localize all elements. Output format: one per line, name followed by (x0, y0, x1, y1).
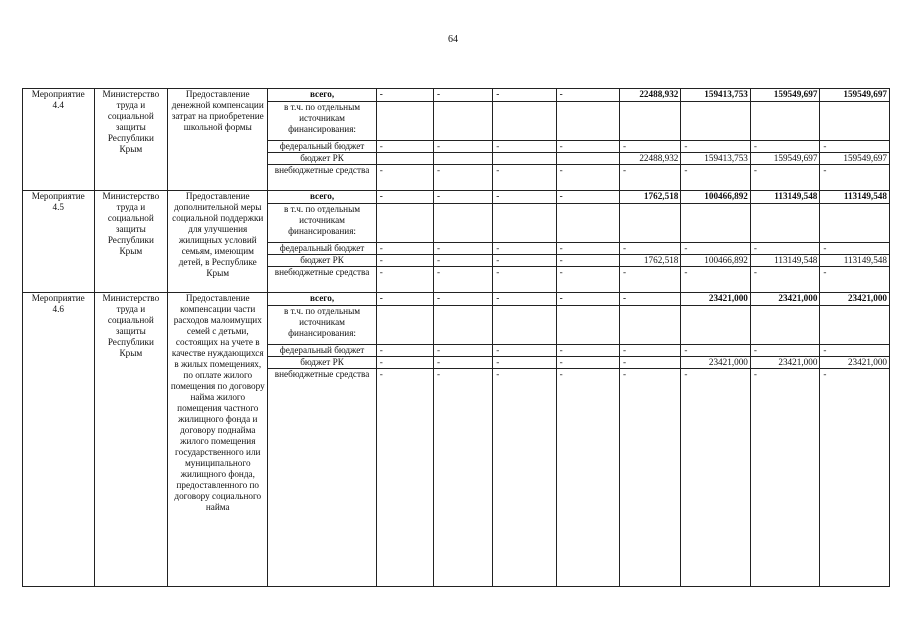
value-cell (750, 102, 820, 141)
value-cell: - (820, 345, 890, 357)
value-cell: - (433, 345, 492, 357)
value-cell (493, 153, 556, 165)
value-cell: - (620, 141, 681, 153)
value-cell: - (493, 165, 556, 191)
value-cell: - (620, 345, 681, 357)
value-cell: - (493, 255, 556, 267)
value-cell: - (620, 165, 681, 191)
value-cell: - (556, 369, 619, 587)
value-cell: - (820, 243, 890, 255)
value-cell (820, 102, 890, 141)
page-number: 64 (448, 34, 458, 45)
value-cell: 159413,753 (681, 153, 751, 165)
value-cell: - (433, 293, 492, 306)
measure-executor: Министерство труда и социальной защиты Республики Крым (94, 89, 168, 191)
value-cell (820, 306, 890, 345)
value-cell: - (493, 141, 556, 153)
table-row (23, 89, 890, 102)
measure-id: Мероприятие 4.6 (23, 293, 95, 587)
value-cell: 159413,753 (681, 89, 751, 102)
value-cell (493, 102, 556, 141)
value-cell: - (376, 345, 433, 357)
budget-table (22, 88, 890, 587)
measure-description: Предоставление дополнительной меры социальной поддержки для улучшения жилищных условий семьям, имеющим детей, в Республике Крым (168, 191, 268, 293)
value-cell: - (433, 369, 492, 587)
value-cell: - (493, 191, 556, 204)
value-cell: - (376, 141, 433, 153)
value-cell: - (376, 89, 433, 102)
value-cell: - (750, 267, 820, 293)
value-cell: - (433, 165, 492, 191)
value-cell: 23421,000 (750, 357, 820, 369)
value-cell: - (681, 369, 751, 587)
table-row (23, 191, 890, 204)
value-cell: - (556, 255, 619, 267)
value-cell: - (556, 89, 619, 102)
value-cell: 1762,518 (620, 255, 681, 267)
measure-executor: Министерство труда и социальной защиты Республики Крым (94, 293, 168, 587)
value-cell: - (681, 165, 751, 191)
value-cell (433, 102, 492, 141)
value-cell (681, 306, 751, 345)
value-cell: 23421,000 (681, 357, 751, 369)
value-cell: - (556, 141, 619, 153)
value-cell (556, 102, 619, 141)
value-cell: - (620, 293, 681, 306)
value-cell (556, 204, 619, 243)
value-cell: 23421,000 (820, 293, 890, 306)
funding-source-label: федеральный бюджет (268, 141, 376, 153)
value-cell: - (750, 345, 820, 357)
value-cell (750, 204, 820, 243)
value-cell (820, 204, 890, 243)
value-cell: - (376, 165, 433, 191)
value-cell: - (376, 191, 433, 204)
value-cell: 23421,000 (750, 293, 820, 306)
value-cell: 23421,000 (820, 357, 890, 369)
value-cell: - (820, 369, 890, 587)
value-cell: - (620, 357, 681, 369)
value-cell: - (681, 243, 751, 255)
value-cell: 113149,548 (820, 191, 890, 204)
value-cell: - (493, 293, 556, 306)
value-cell: 22488,932 (620, 153, 681, 165)
value-cell: - (681, 267, 751, 293)
funding-source-label: внебюджетные средства (268, 165, 376, 191)
value-cell: - (620, 243, 681, 255)
measure-id: Мероприятие 4.5 (23, 191, 95, 293)
value-cell: 1762,518 (620, 191, 681, 204)
value-cell: 100466,892 (681, 191, 751, 204)
measure-executor: Министерство труда и социальной защиты Республики Крым (94, 191, 168, 293)
value-cell (556, 306, 619, 345)
value-cell: - (433, 89, 492, 102)
value-cell: - (493, 369, 556, 587)
measure-description: Предоставление компенсации части расходов малоимущих семей с детьми, состоящих на учете в качестве нуждающихся в жилых помещениях, по оплате жилого помещения по договору найма жилого помещения частного жилищного фонда и договору поднайма жилого помещения государственного или муниципального жилищного фонда, предоставленного по договору социального найма (168, 293, 268, 587)
value-cell (376, 153, 433, 165)
value-cell: - (376, 357, 433, 369)
value-cell (433, 153, 492, 165)
value-cell: - (433, 357, 492, 369)
value-cell: - (433, 191, 492, 204)
value-cell: - (556, 165, 619, 191)
value-cell: - (750, 369, 820, 587)
value-cell: - (433, 141, 492, 153)
value-cell (681, 102, 751, 141)
value-cell (556, 153, 619, 165)
funding-source-label: бюджет РК (268, 255, 376, 267)
value-cell: - (493, 345, 556, 357)
value-cell: - (620, 369, 681, 587)
value-cell: - (556, 267, 619, 293)
value-cell (750, 306, 820, 345)
value-cell: 22488,932 (620, 89, 681, 102)
value-cell: - (556, 293, 619, 306)
measure-id: Мероприятие 4.4 (23, 89, 95, 191)
value-cell (376, 102, 433, 141)
value-cell: - (556, 357, 619, 369)
value-cell (376, 306, 433, 345)
funding-source-label: внебюджетные средства (268, 267, 376, 293)
value-cell: - (376, 243, 433, 255)
value-cell: - (433, 243, 492, 255)
value-cell: - (620, 267, 681, 293)
funding-source-label: в т.ч. по отдельным источникам финансирования: (268, 102, 376, 141)
value-cell: - (750, 165, 820, 191)
funding-source-label: всего, (268, 293, 376, 306)
value-cell: - (556, 243, 619, 255)
value-cell: 159549,697 (750, 89, 820, 102)
value-cell: - (820, 165, 890, 191)
value-cell: 113149,548 (750, 191, 820, 204)
funding-source-label: всего, (268, 191, 376, 204)
value-cell: - (493, 267, 556, 293)
funding-source-label: бюджет РК (268, 153, 376, 165)
value-cell: - (493, 89, 556, 102)
funding-source-label: федеральный бюджет (268, 345, 376, 357)
value-cell: - (433, 255, 492, 267)
value-cell: 113149,548 (820, 255, 890, 267)
value-cell: 100466,892 (681, 255, 751, 267)
value-cell (376, 204, 433, 243)
value-cell: - (556, 345, 619, 357)
funding-source-label: федеральный бюджет (268, 243, 376, 255)
measure-description: Предоставление денежной компенсации затрат на приобретение школьной формы (168, 89, 268, 191)
funding-source-label: всего, (268, 89, 376, 102)
funding-source-label: бюджет РК (268, 357, 376, 369)
value-cell: - (376, 267, 433, 293)
value-cell: - (556, 191, 619, 204)
value-cell (493, 204, 556, 243)
value-cell: 159549,697 (750, 153, 820, 165)
value-cell: - (376, 369, 433, 587)
value-cell: - (681, 345, 751, 357)
value-cell: - (493, 357, 556, 369)
value-cell: - (493, 243, 556, 255)
value-cell: - (376, 293, 433, 306)
value-cell: - (750, 243, 820, 255)
value-cell: - (820, 267, 890, 293)
value-cell (433, 204, 492, 243)
value-cell: 159549,697 (820, 89, 890, 102)
value-cell (681, 204, 751, 243)
funding-source-label: внебюджетные средства (268, 369, 376, 587)
value-cell: - (433, 267, 492, 293)
value-cell (433, 306, 492, 345)
value-cell: - (820, 141, 890, 153)
value-cell (620, 306, 681, 345)
value-cell (620, 204, 681, 243)
funding-source-label: в т.ч. по отдельным источникам финансирования: (268, 204, 376, 243)
value-cell: 113149,548 (750, 255, 820, 267)
value-cell: - (376, 255, 433, 267)
value-cell: - (750, 141, 820, 153)
funding-source-label: в т.ч. по отдельным источникам финансирования: (268, 306, 376, 345)
table-row (23, 293, 890, 306)
value-cell: 159549,697 (820, 153, 890, 165)
value-cell: - (681, 141, 751, 153)
value-cell (620, 102, 681, 141)
value-cell: 23421,000 (681, 293, 751, 306)
value-cell (493, 306, 556, 345)
